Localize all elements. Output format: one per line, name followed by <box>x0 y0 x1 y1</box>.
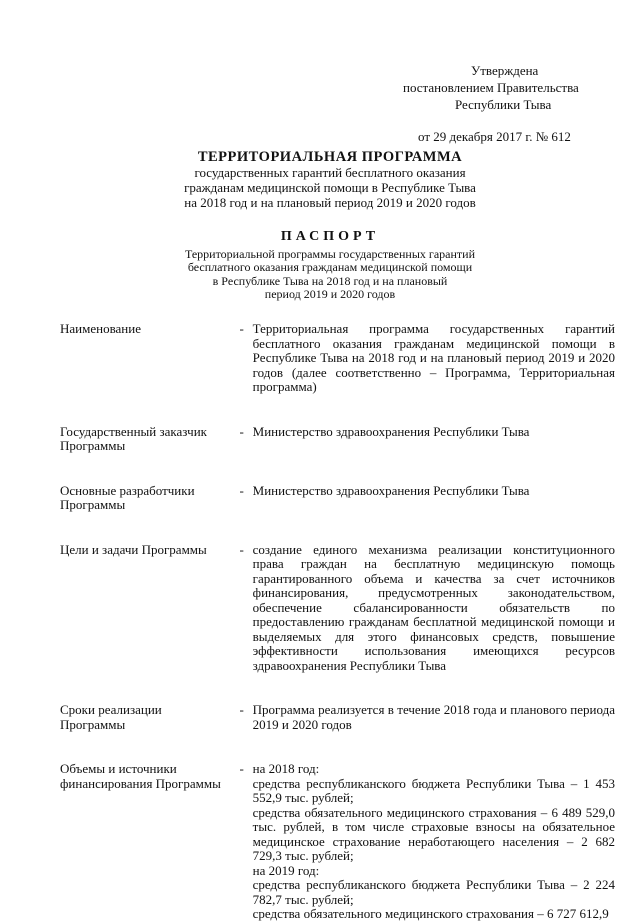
row-label: Объемы и источники финансирования Программы <box>60 761 221 791</box>
approval-line-3: Республики Тыва <box>455 97 552 112</box>
program-subtitle-line: гражданам медицинской помощи в Республике Тыва <box>184 180 476 195</box>
passport-subtitle-line: период 2019 и 2020 годов <box>264 287 396 301</box>
financing-line: средства республиканского бюджета Республики Тыва – 1 453 552,9 тыс. рублей; <box>252 775 615 805</box>
row-label: Цели и задачи Программы <box>60 541 207 557</box>
approval-line-2: постановлением Правительства <box>403 80 579 95</box>
row-content: Министерство здравоохранения Республики Тыва <box>252 423 530 439</box>
approval-block <box>385 62 585 113</box>
row-dash: - <box>239 423 244 439</box>
financing-line: на 2018 год: <box>252 761 320 776</box>
program-title: ТЕРРИТОРИАЛЬНАЯ ПРОГРАММА <box>197 149 463 165</box>
row-dash: - <box>239 482 244 498</box>
row-dash: - <box>239 761 244 776</box>
program-title-block <box>120 150 540 210</box>
passport-subtitle-line: бесплатного оказания гражданам медицинской помощи <box>187 260 473 274</box>
row-label: Наименование <box>60 321 141 336</box>
row-content: Министерство здравоохранения Республики Тыва <box>252 482 530 498</box>
passport-title: ПАСПОРТ <box>280 229 380 244</box>
row-label: Основные разработчики Программы <box>60 482 195 512</box>
financing-line: средства обязательного медицинского страхования – 6 727 612,9 <box>252 906 609 921</box>
row-content: Территориальная программа государственных гарантий бесплатного оказания гражданам медицинской помощи в Республике Тыва на 2018 год и на плановый период 2019 и 2020 годов (далее соответственно – Программа, Территориальная программа) <box>252 321 615 394</box>
row-content <box>253 762 615 922</box>
passport-table <box>60 322 615 922</box>
financing-line: средства республиканского бюджета Республики Тыва – 2 224 782,7 тыс. рублей; <box>252 877 615 907</box>
program-subtitle-line: государственных гарантий бесплатного оказания <box>194 165 466 180</box>
passport-row-terms <box>60 703 615 732</box>
passport-row-customer <box>60 425 615 454</box>
row-label: Государственный заказчик Программы <box>60 423 207 453</box>
financing-line: средства обязательного медицинского страхования – 6 489 529,0 тыс. рублей, в том числе страховые взносы на обязательное медицинское страхование неработающего населения – 2 682 729,3 тыс. рублей; <box>252 804 615 863</box>
passport-row-developers <box>60 484 615 513</box>
passport-heading-block <box>150 230 510 302</box>
row-dash: - <box>239 541 244 557</box>
program-subtitle-line: на 2018 год и на плановый период 2019 и 2020 годов <box>184 195 476 210</box>
passport-subtitle-line: Территориальной программы государственных гарантий <box>184 246 476 261</box>
passport-row-goals <box>60 543 615 674</box>
passport-row-name <box>60 322 615 395</box>
passport-subtitle-line: в Республике Тыва на 2018 год и на плановый <box>212 273 448 288</box>
row-label: Сроки реализации Программы <box>60 702 162 732</box>
approval-date: от 29 декабря 2017 г. № 612 <box>418 129 571 144</box>
approval-line-1: Утверждена <box>471 63 539 78</box>
row-content: Программа реализуется в течение 2018 года и планового периода 2019 и 2020 годов <box>252 702 615 732</box>
row-dash: - <box>239 321 244 336</box>
row-dash: - <box>239 702 244 717</box>
passport-row-financing <box>60 762 615 922</box>
row-content: создание единого механизма реализации конституционного права граждан на бесплатную медицинскую помощь гарантированного объема и качества за счет источников финансирования, предусмотренных законодательством, обеспечение сбалансированности обязательств по предоставлению гражданам бесплатной медицинской помощи и выделяемых для этого финансовых средств, повышение эффективности использования имеющихся ресурсов здравоохранения Республики Тыва <box>252 541 615 673</box>
financing-line: на 2019 год: <box>252 862 320 878</box>
